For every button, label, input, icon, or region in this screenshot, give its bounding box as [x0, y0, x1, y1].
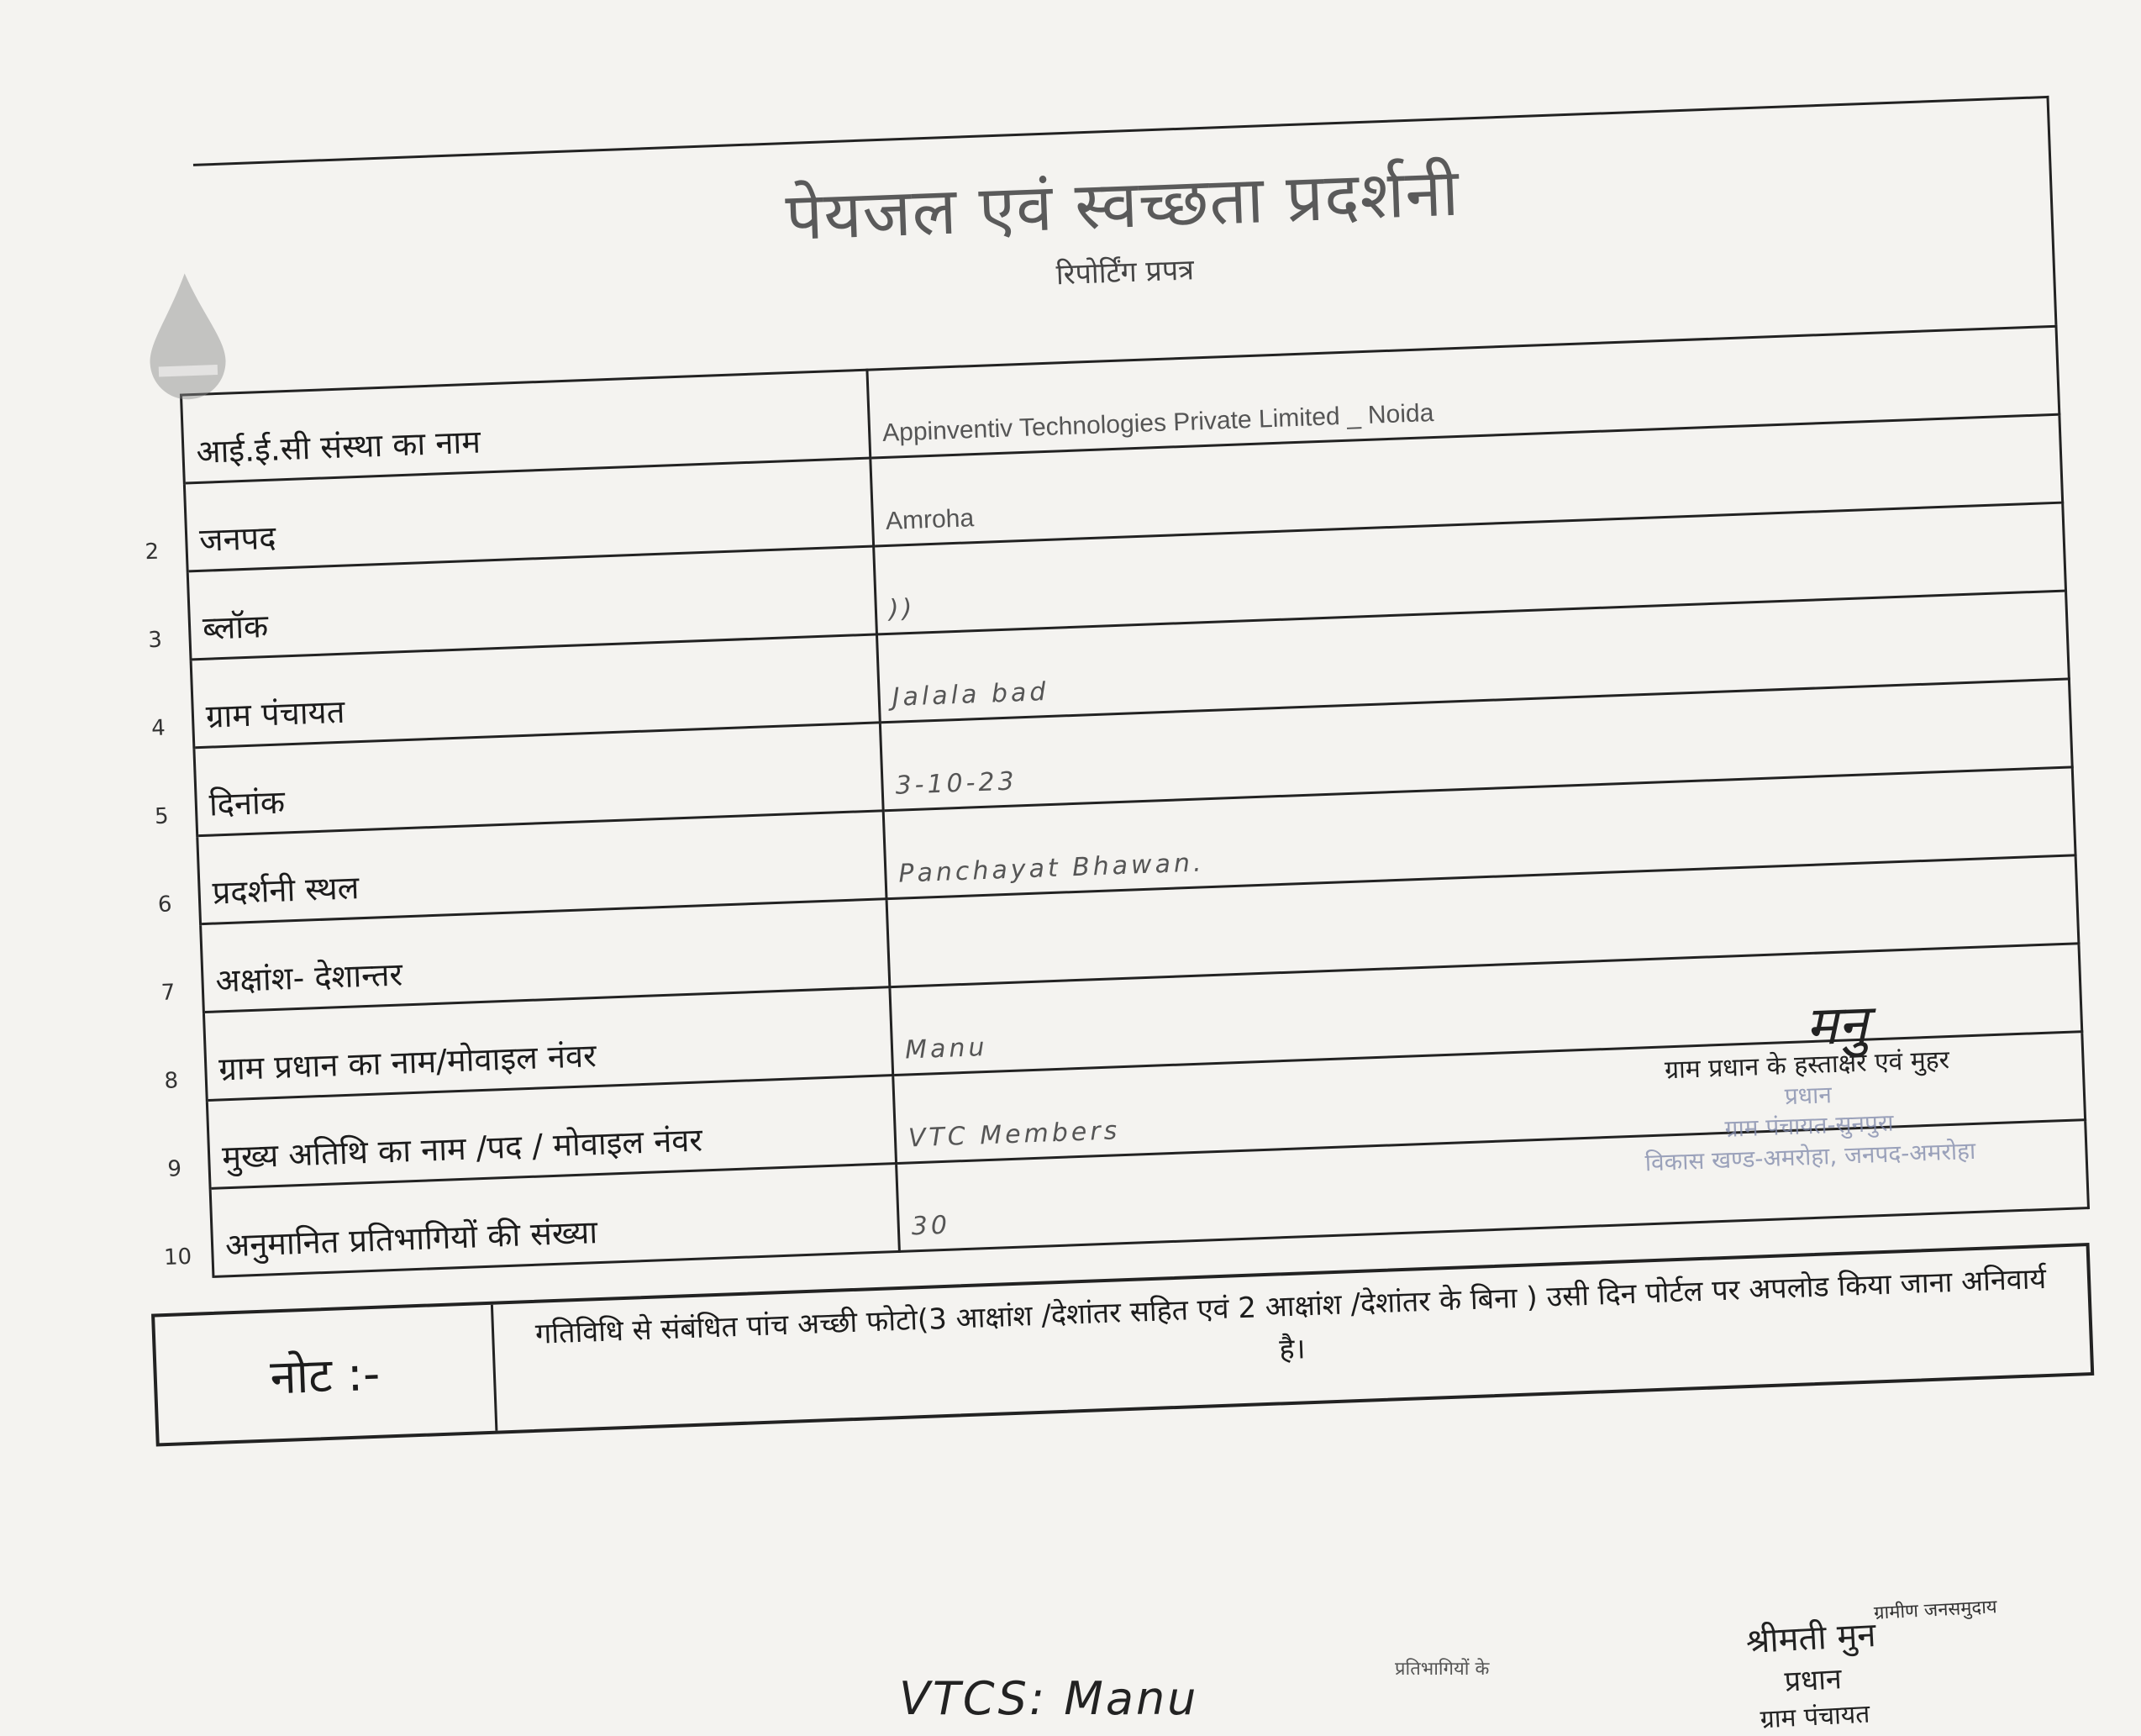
field-value: ))	[874, 502, 2066, 634]
field-label: आई.ई.सी संस्था का नाम	[181, 370, 870, 483]
field-label: ग्राम पंचायत	[191, 634, 880, 748]
signature-scrawl: मनु	[1804, 993, 1869, 1059]
field-label: दिनांक	[194, 723, 883, 836]
field-value: Manu	[890, 944, 2082, 1076]
bottom-stamp	[1744, 1610, 1881, 1736]
field-label: अक्षांश- देशान्तर	[201, 899, 890, 1013]
field-value: Panchayat Bhawan.	[883, 767, 2075, 899]
note-label: नोट :-	[155, 1305, 497, 1444]
bottom-small-text: प्रतिभागियों के	[1395, 1659, 1490, 1680]
page-subtitle: रिपोर्टिंग प्रपत्र	[1055, 253, 1195, 292]
row-number: 10	[139, 1188, 213, 1279]
note-box	[151, 1243, 2094, 1446]
row-number: 3	[116, 571, 191, 662]
row-number: 9	[135, 1101, 210, 1192]
field-value: 30	[897, 1120, 2089, 1252]
row-number: 5	[122, 748, 197, 839]
row-number: 7	[129, 924, 203, 1015]
bottom-stamp-line: श्रीमती मुन	[1744, 1616, 1877, 1662]
field-value: Appinventiv Technologies Private Limited _ Noida	[867, 326, 2059, 458]
field-label: ब्लॉक	[187, 546, 876, 660]
field-label: प्रदर्शनी स्थल	[197, 811, 886, 924]
note-text: गतिविधि से संबंधित पांच अच्छी फोटो(3 आक्षांश /देशांतर सहित एवं 2 आक्षांश /देशांतर के बिना ) उसी दिन पोर्टल पर अपलोड किया जाना अनिवार्य है।	[534, 1261, 2047, 1367]
signature-area	[1554, 993, 2063, 1181]
stamp-line: प्रधान	[1784, 1081, 1833, 1111]
field-label: अनुमानित प्रतिभागियों की संख्या	[210, 1164, 899, 1277]
stamp-line: ग्राम पंचायत-सुनपुरा	[1724, 1108, 1895, 1144]
signature-caption: ग्राम प्रधान के हस्ताक्षर एवं मुहर	[1664, 1045, 1950, 1086]
report-sheet	[76, 96, 2096, 1448]
bottom-stamp-line: ग्राम पंचायत	[1759, 1699, 1871, 1735]
field-label: ग्राम प्रधान का नाम/मोवाइल नंवर	[203, 987, 892, 1101]
field-value: 3-10-23	[880, 679, 2072, 811]
bottom-handwriting: VTCS: Manu	[899, 1672, 1199, 1725]
row-number: 8	[132, 1013, 207, 1103]
corner-note: ग्रामीण जनसमुदाय	[1873, 1597, 1998, 1624]
row-number: 4	[119, 660, 194, 750]
stamp-line: विकास खण्ड-अमरोहा, जनपद-अमरोहा	[1644, 1136, 1976, 1177]
field-value: VTC Members	[893, 1032, 2086, 1164]
page-title: पेयजल एवं स्वच्छता प्रदर्शनी	[784, 155, 1461, 256]
row-number: 2	[113, 483, 187, 574]
row-number: 6	[125, 836, 200, 927]
field-value: Jalala bad	[876, 591, 2069, 723]
field-label: जनपद	[184, 458, 873, 571]
field-value: Amroha	[871, 414, 2063, 546]
bottom-stamp-line: प्रधान	[1783, 1662, 1843, 1699]
field-label: मुख्य अतिथि का नाम /पद / मोवाइल नंवर	[207, 1076, 896, 1189]
